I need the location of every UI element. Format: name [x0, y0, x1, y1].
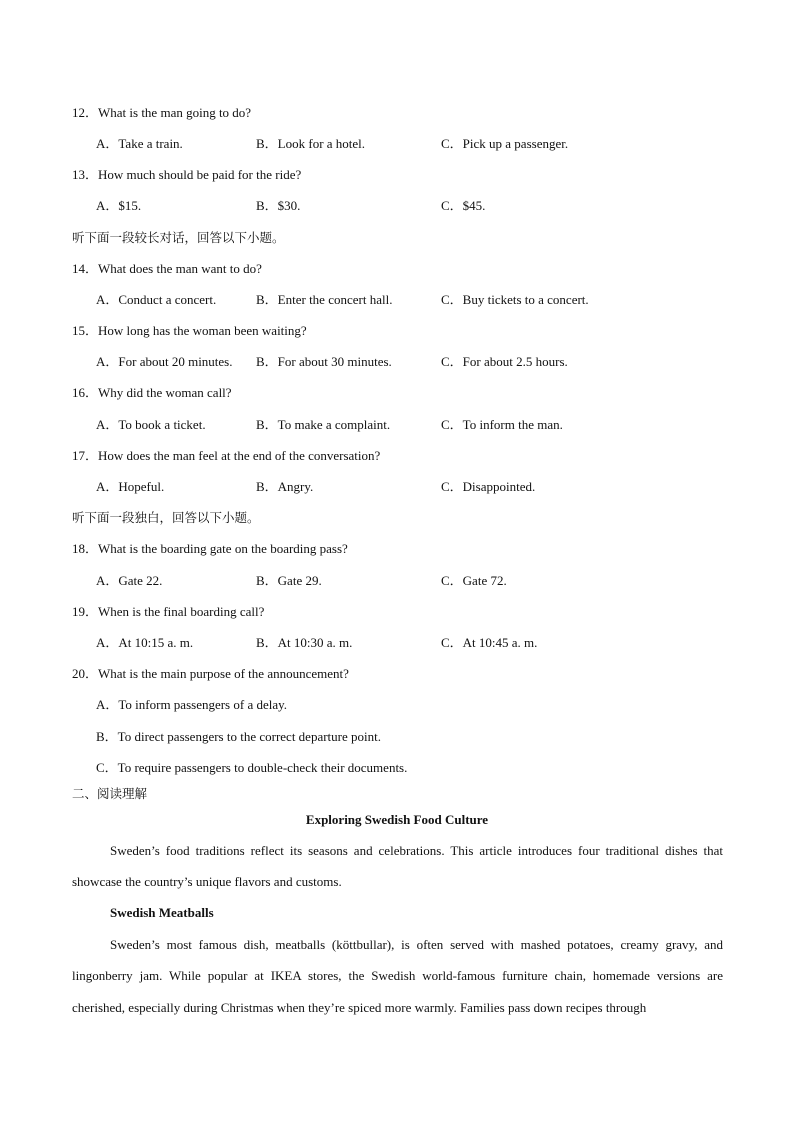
- option-20-c: C．To require passengers to double-check their documents.: [96, 760, 408, 775]
- option-12-a: A．Take a train.: [96, 136, 183, 151]
- article-title: Exploring Swedish Food Culture: [305, 812, 489, 827]
- question-13: 13．How much should be paid for the ride?: [72, 167, 302, 182]
- option-18-b: B．Gate 29.: [256, 573, 322, 588]
- options-17: [96, 479, 756, 495]
- instruction-monologue: 听下面一段独白，回答以下小题。: [72, 510, 260, 525]
- option-15-c: C．For about 2.5 hours.: [441, 354, 568, 369]
- question-14: 14．What does the man want to do?: [72, 261, 262, 276]
- article-intro: Sweden’s food traditions reflect its seasons and celebrations. This article introduces four traditional dishes that showcase the country’s unique flavors and customs.: [72, 843, 723, 890]
- option-20-b: B．To direct passengers to the correct departure point.: [96, 729, 381, 744]
- option-14-c: C．Buy tickets to a concert.: [441, 292, 589, 307]
- option-17-b: B．Angry.: [256, 479, 314, 494]
- option-20-a: A．To inform passengers of a delay.: [96, 697, 288, 712]
- option-12-c: C．Pick up a passenger.: [441, 136, 569, 151]
- option-19-b: B．At 10:30 a. m.: [256, 635, 353, 650]
- question-15: 15．How long has the woman been waiting?: [72, 323, 307, 338]
- option-13-a: A．$15.: [96, 198, 142, 213]
- option-12-b: B．Look for a hotel.: [256, 136, 366, 151]
- option-16-b: B．To make a complaint.: [256, 417, 391, 432]
- options-19: [96, 635, 756, 651]
- options-12: [96, 136, 756, 152]
- option-14-a: A．Conduct a concert.: [96, 292, 217, 307]
- option-16-a: A．To book a ticket.: [96, 417, 206, 432]
- option-13-c: C．$45.: [441, 198, 486, 213]
- question-20: 20．What is the main purpose of the announcement?: [72, 666, 349, 681]
- question-17: 17．How does the man feel at the end of the conversation?: [72, 448, 381, 463]
- question-19: 19．When is the final boarding call?: [72, 604, 265, 619]
- option-15-b: B．For about 30 minutes.: [256, 354, 392, 369]
- article-body: Sweden’s most famous dish, meatballs (köttbullar), is often served with mashed potatoes, creamy gravy, and lingonberry jam. While popular at IKEA stores, the Swedish world-famous furniture chain, homemade versions are cherished, especially during Christmas when they’re spiced more warmly. Families pass down recipes through: [72, 937, 723, 1015]
- options-16: [96, 417, 756, 433]
- instruction-dialogue: 听下面一段较长对话，回答以下小题。: [72, 230, 285, 245]
- question-16: 16．Why did the woman call?: [72, 385, 232, 400]
- question-18: 18．What is the boarding gate on the boarding pass?: [72, 541, 348, 556]
- article-subheading: Swedish Meatballs: [110, 905, 214, 920]
- options-15: [96, 354, 756, 370]
- option-19-c: C．At 10:45 a. m.: [441, 635, 538, 650]
- question-12: 12．What is the man going to do?: [72, 105, 252, 120]
- option-14-b: B．Enter the concert hall.: [256, 292, 393, 307]
- option-18-c: C．Gate 72.: [441, 573, 507, 588]
- option-19-a: A．At 10:15 a. m.: [96, 635, 194, 650]
- section-heading: 二、阅读理解: [72, 786, 148, 801]
- options-18: [96, 573, 756, 589]
- option-18-a: A．Gate 22.: [96, 573, 163, 588]
- option-16-c: C．To inform the man.: [441, 417, 563, 432]
- option-17-c: C．Disappointed.: [441, 479, 536, 494]
- options-14: [96, 292, 756, 308]
- option-13-b: B．$30.: [256, 198, 301, 213]
- options-13: [96, 198, 756, 214]
- option-17-a: A．Hopeful.: [96, 479, 165, 494]
- option-15-a: A．For about 20 minutes.: [96, 354, 233, 369]
